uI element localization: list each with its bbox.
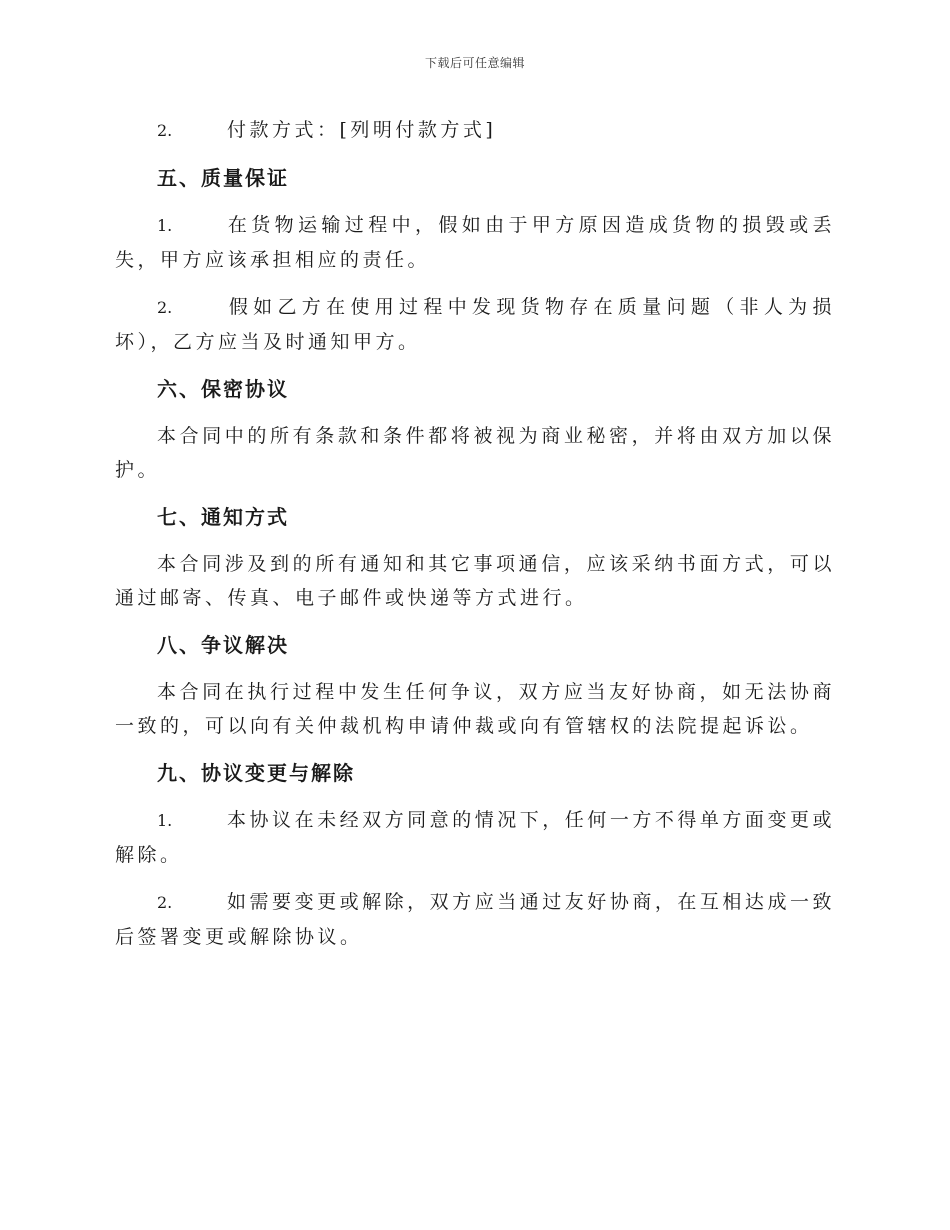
section-heading-dispute: 八、争议解决 [157, 633, 289, 657]
page-header: 下载后可任意编辑 [424, 56, 525, 70]
section-heading-modification: 九、协议变更与解除 [157, 761, 355, 785]
item-text: 在货物运输过程中，假如由于甲方原因造成货物的损毁或丢失，甲方应该承担相应的责任。 [115, 214, 835, 271]
item-number: 2. [157, 121, 173, 140]
section-heading-confidentiality: 六、保密协议 [157, 377, 289, 401]
item-number: 2. [157, 298, 173, 317]
item-number: 2. [157, 893, 173, 912]
paragraph-dispute: 本合同在执行过程中发生任何争议，双方应当友好协商，如无法协商一致的，可以向有关仲裁机构申请仲裁或向有管辖权的法院提起诉讼。 [115, 681, 835, 737]
item-text: 如需要变更或解除，双方应当通过友好协商，在互相达成一致后签署变更或解除协议。 [115, 891, 835, 948]
clause-quality-2 [115, 290, 835, 359]
paragraph-notice: 本合同涉及到的所有通知和其它事项通信，应该采纳书面方式，可以通过邮寄、传真、电子邮件或快递等方式进行。 [115, 553, 835, 609]
item-text: 付款方式：[列明付款方式] [227, 119, 497, 141]
clause-payment-method [115, 113, 835, 148]
item-number: 1. [157, 811, 173, 830]
paragraph-confidentiality: 本合同中的所有条款和条件都将被视为商业秘密，并将由双方加以保护。 [115, 425, 835, 481]
clause-quality-1 [115, 208, 835, 277]
section-heading-notice: 七、通知方式 [157, 505, 289, 529]
item-text: 本协议在未经双方同意的情况下，任何一方不得单方面变更或解除。 [115, 809, 835, 866]
item-text: 假如乙方在使用过程中发现货物存在质量问题（非人为损坏），乙方应当及时通知甲方。 [115, 296, 835, 353]
clause-modification-1 [115, 803, 835, 872]
item-number: 1. [157, 216, 173, 235]
section-heading-quality: 五、质量保证 [157, 166, 289, 190]
document-body [115, 113, 835, 967]
clause-modification-2 [115, 885, 835, 954]
